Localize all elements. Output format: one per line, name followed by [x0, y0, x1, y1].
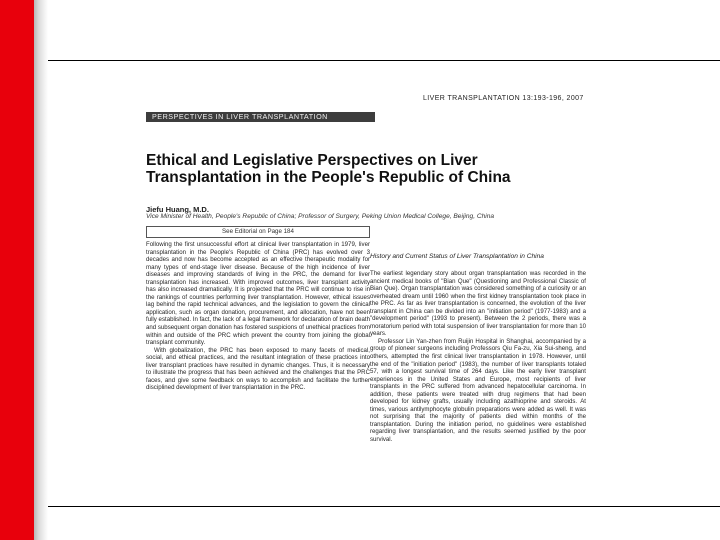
journal-header: LIVER TRANSPLANTATION 13:193-196, 2007 [423, 95, 584, 102]
slide-edge-shadow [34, 0, 48, 540]
editorial-note: See Editorial on Page 184 [146, 226, 370, 238]
bottom-rule [48, 506, 720, 507]
right-paragraph-1: The earliest legendary story about organ transplantation was recorded in the ancient medical books of "Bian Que" (Questioning and Professional Classic of Bian Que). Organ transplantation was considered something of a curiosity or an overheated dream until 1960 when the first kidney transplantation took place in the PRC. As far as liver transplantation is concerned, the evolution of the liver transplant in China can be divided into an "initiation period" (1977-1983) and a "development period" (1993 to present). Between the 2 periods, there was a moratorium period with total suspension of liver transplantation for more than 10 years. [370, 270, 586, 338]
right-paragraph-2: Professor Lin Yan-zhen from Ruijin Hospital in Shanghai, accompanied by a group of pioneer surgeons including Professors Qiu Fa-zu, Xia Sui-sheng, and others, attempted the first clinical liver transplantation in 1978. However, until the end of the "initiation period" (1983), the number of liver transplants totaled 57, with a longest survival time of 264 days. Like the early liver transplant experiences in the United States and Europe, most recipients of liver transplants in the PRC suffered from advanced hepatocellular carcinoma. In addition, these patients were treated with drug regimens that had been developed for kidney grafts, usually including azathioprine and steroids. At times, various antilymphocyte globulin preparations were added as well. It was not surprising that the majority of patients died within months of the transplantation. During the initiation period, no guidelines were established regarding liver transplantation, and the results seemed justified by the poor survival. [370, 337, 586, 444]
red-side-bar [0, 0, 34, 540]
section-subheading: History and Current Status of Liver Transplantation in China [370, 253, 544, 260]
left-paragraph-1: Following the first unsuccessful effort at clinical liver transplantation in 1979, liver transplantation in the People's Republic of China (PRC) has evolved over 3 decades and now has become accepted as an effective therapeutic modality for many types of end-stage liver disease. Because of the high incidence of liver diseases and improving standards of living in the PRC, the demand for liver transplantation has increased. With improved outcomes, liver transplant activity has also increased dramatically. It is projected that the PRC will continue to rise in the rankings of countries performing liver transplantation. However, ethical issues lag behind the rapid technical advances, and the legislation to govern the clinical application, such as organ donation, procurement, and allocation, have not been fully established. In fact, the lack of a legal framework for declaration of brain death and subsequent organ donation has fostered suspicions of unethical practices from within and outside of the PRC which prevent the country from joining the global transplant community. [146, 241, 370, 347]
article-title: Ethical and Legislative Perspectives on Liver Transplantation in the People's Republic of China [146, 152, 511, 186]
left-column [146, 241, 370, 447]
left-paragraph-2: With globalization, the PRC has been exposed to many facets of medical, social, and ethical practices, and the resultant integration of these practices into liver transplant practices have resulted in dynamic changes. Thus, it is necessary to illustrate the progress that has been achieved and the challenges that the PRC faces, and give some feedback on ways to accomplish and facilitate the further disciplined development of liver transplantation in the PRC. [146, 346, 370, 392]
author-name: Jiefu Huang, M.D. [146, 205, 209, 214]
section-label: PERSPECTIVES IN LIVER TRANSPLANTATION [146, 112, 375, 122]
right-column [370, 270, 586, 506]
top-rule [48, 60, 720, 61]
author-affiliation: Vice Minister of Health, People's Republic of China; Professor of Surgery, Peking Union Medical College, Beijing, China [146, 213, 495, 220]
